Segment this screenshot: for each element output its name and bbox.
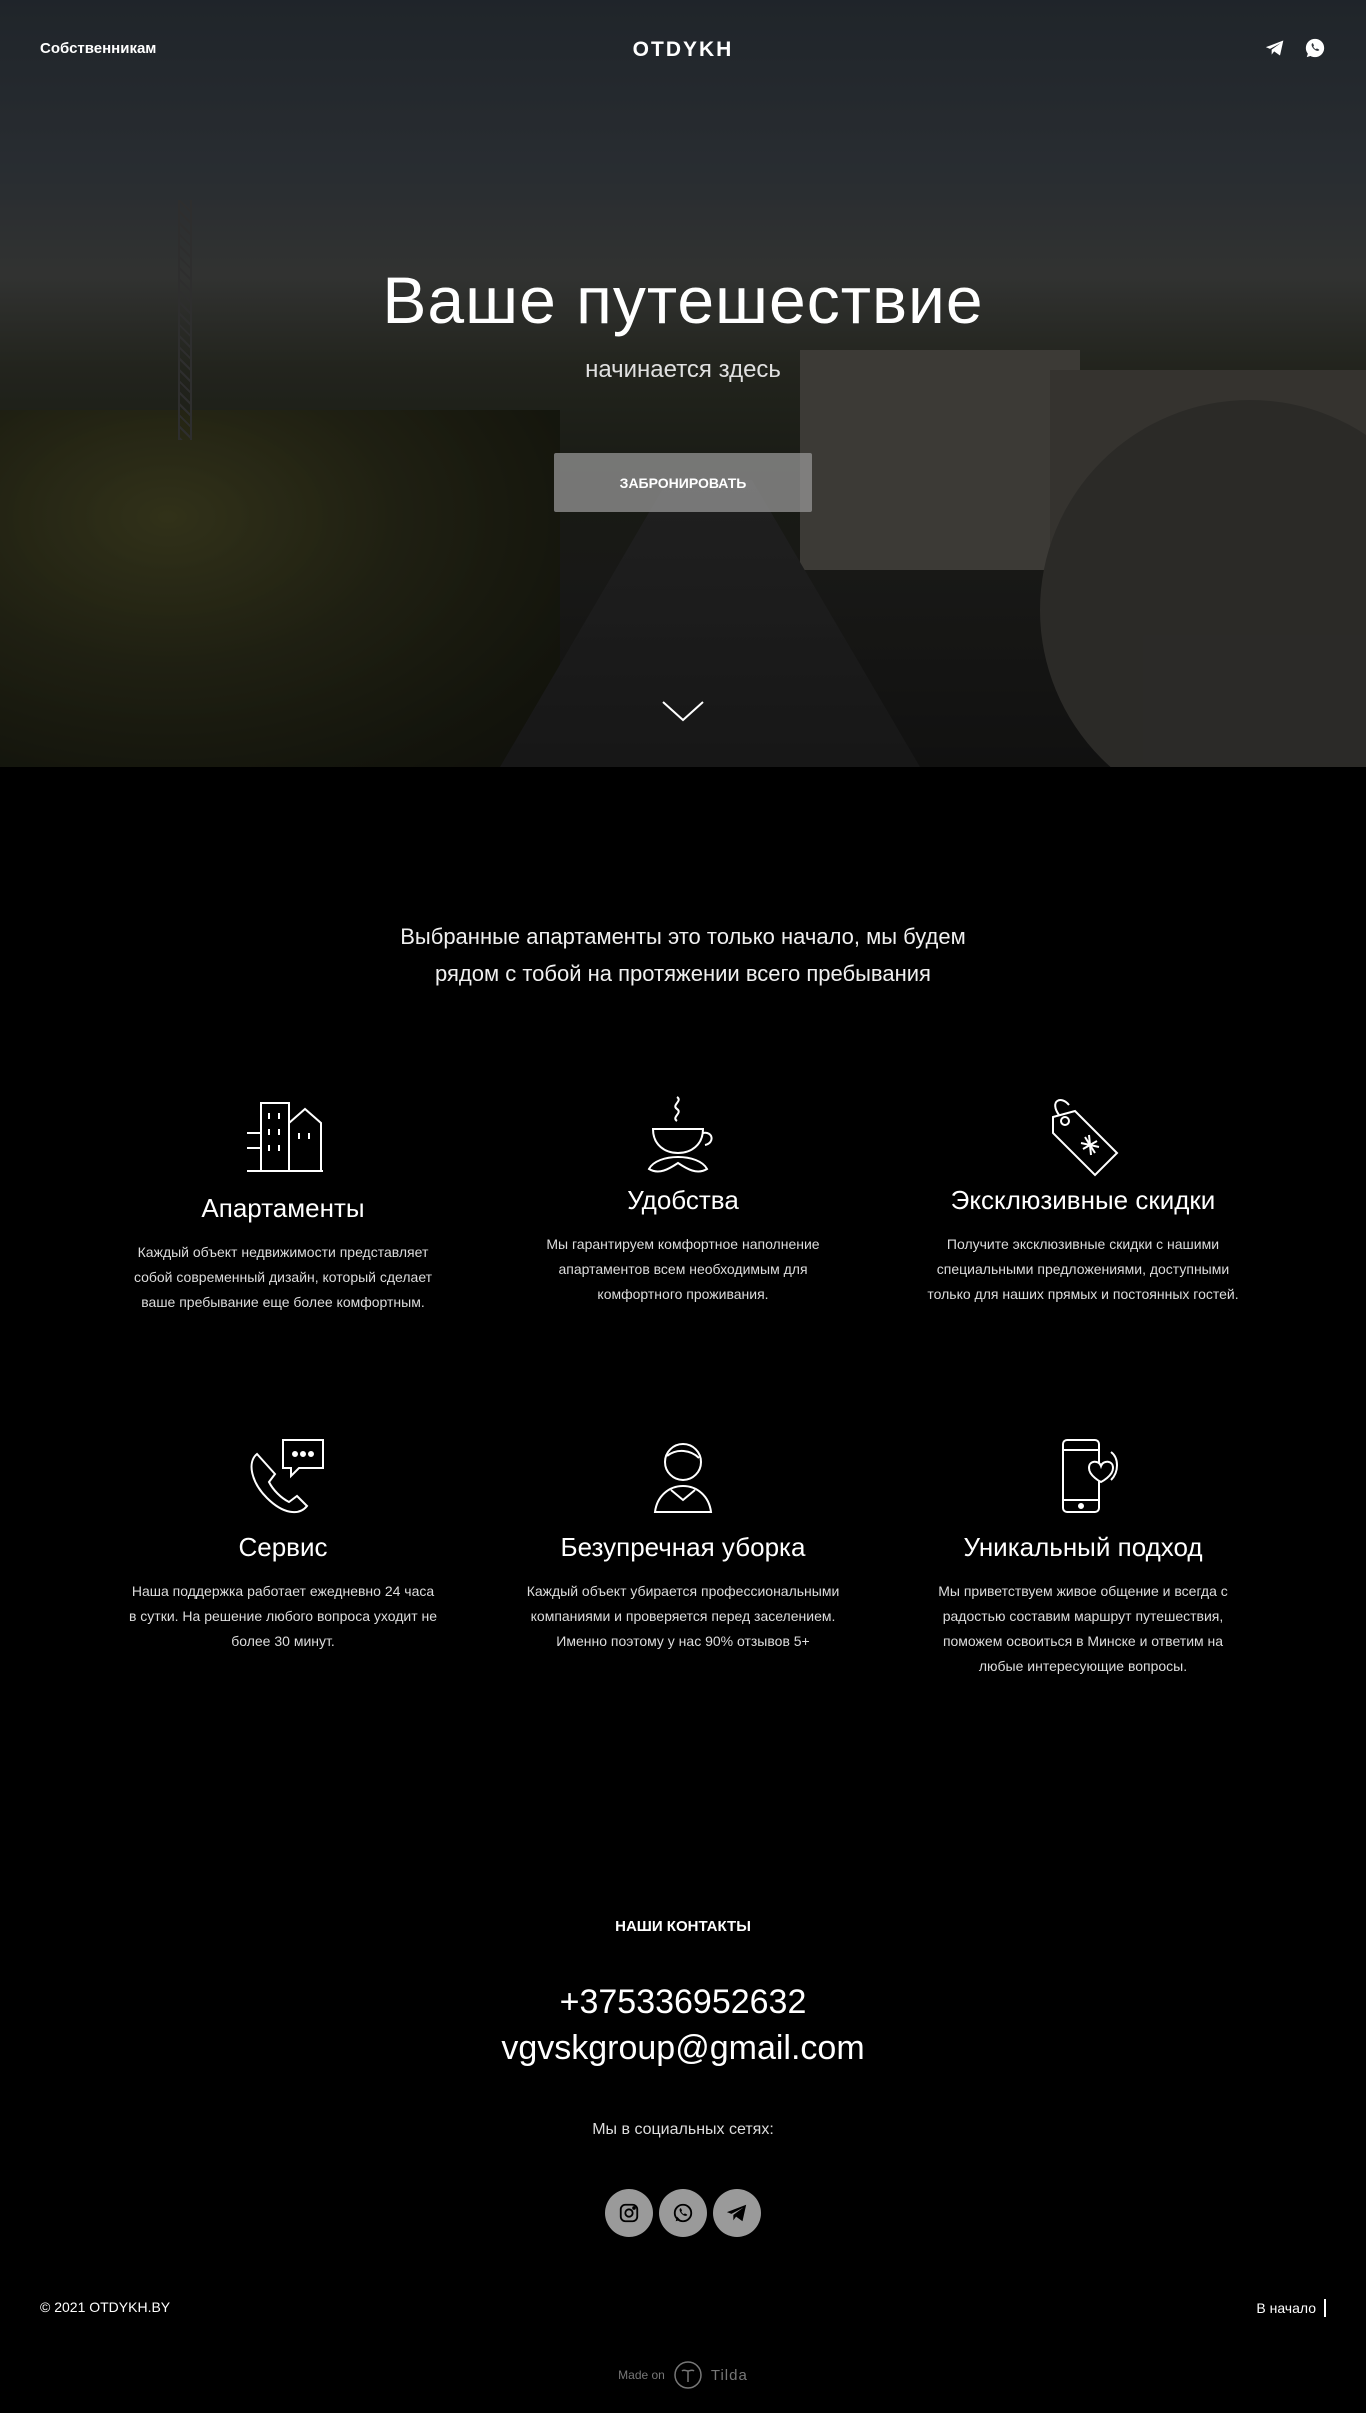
feature-approach	[913, 1432, 1253, 1679]
feature-title: Безупречная уборка	[560, 1532, 806, 1562]
feature-title: Эксклюзивные скидки	[950, 1185, 1216, 1215]
footer-social-links	[605, 2189, 761, 2237]
made-on-label: Made on	[618, 2368, 665, 2382]
feature-description: Каждый объект недвижимости представляет собой современный дизайн, который сделает ваше пребывание еще более комфортным.	[133, 1244, 433, 1310]
made-on-tilda-badge[interactable]	[0, 2360, 1366, 2390]
feature-apartments	[113, 1093, 453, 1315]
contacts-heading: НАШИ КОНТАКТЫ	[615, 1918, 751, 1935]
coffee-croissant-icon	[639, 1093, 727, 1181]
phone-chat-icon	[239, 1432, 327, 1520]
cleaner-person-icon	[639, 1432, 727, 1520]
phone-link[interactable]: +375336952632	[559, 1983, 807, 2021]
feature-title: Удобства	[627, 1185, 739, 1215]
feature-description: Каждый объект убирается профессиональными компаниями и проверяется перед заселением. Именно поэтому у нас 90% отзывов 5+	[526, 1583, 840, 1649]
chevron-down-icon[interactable]	[661, 700, 705, 724]
back-to-top-label: В начало	[1256, 2300, 1316, 2316]
up-arrow-icon	[1324, 2299, 1326, 2317]
intro-line: Выбранные апартаменты это только начало, мы будем	[400, 924, 966, 949]
feature-amenities	[513, 1093, 853, 1307]
telegram-icon[interactable]	[713, 2189, 761, 2237]
buildings-icon	[239, 1093, 327, 1181]
tilda-label: Tilda	[710, 2366, 748, 2384]
feature-title: Апартаменты	[201, 1193, 365, 1223]
tilda-logo-icon	[673, 2360, 703, 2390]
discount-tag-icon	[1039, 1093, 1127, 1181]
whatsapp-icon[interactable]	[1304, 37, 1326, 59]
intro-line: рядом с тобой на протяжении всего пребывания	[435, 961, 931, 986]
feature-service	[113, 1432, 453, 1654]
feature-title: Сервис	[238, 1532, 328, 1562]
book-button[interactable]: ЗАБРОНИРОВАТЬ	[554, 453, 812, 512]
feature-title: Уникальный подход	[963, 1532, 1203, 1562]
hero-title: Ваше путешествие	[382, 263, 984, 337]
header-social-links	[1264, 37, 1326, 59]
feature-cleaning	[513, 1432, 853, 1654]
telegram-icon[interactable]	[1264, 37, 1286, 59]
email-link[interactable]: vgvskgroup@gmail.com	[501, 2029, 865, 2067]
feature-discounts	[913, 1093, 1253, 1307]
hero-subtitle: начинается здесь	[585, 356, 781, 383]
copyright: © 2021 OTDYKH.BY	[40, 2299, 171, 2315]
mobile-heart-icon	[1039, 1432, 1127, 1520]
social-label: Мы в социальных сетях:	[592, 2121, 774, 2138]
instagram-icon[interactable]	[605, 2189, 653, 2237]
site-logo[interactable]: OTDYKH	[632, 38, 734, 61]
intro-text	[0, 918, 1366, 992]
whatsapp-icon[interactable]	[659, 2189, 707, 2237]
feature-description: Мы гарантируем комфортное наполнение апартаментов всем необходимым для комфортного проживания.	[546, 1236, 820, 1302]
hero-section	[0, 0, 1366, 767]
feature-description: Мы приветствуем живое общение и всегда с радостью составим маршрут путешествия, поможем освоиться в Минске и ответим на любые интересующие вопросы.	[938, 1583, 1228, 1674]
back-to-top-link[interactable]	[1256, 2299, 1326, 2317]
feature-description: Получите эксклюзивные скидки с нашими специальными предложениями, доступными только для наших прямых и постоянных гостей.	[927, 1236, 1239, 1302]
owners-link[interactable]: Собственникам	[40, 40, 157, 57]
feature-description: Наша поддержка работает ежедневно 24 часа в сутки. На решение любого вопроса уходит не более 30 минут.	[128, 1583, 438, 1649]
